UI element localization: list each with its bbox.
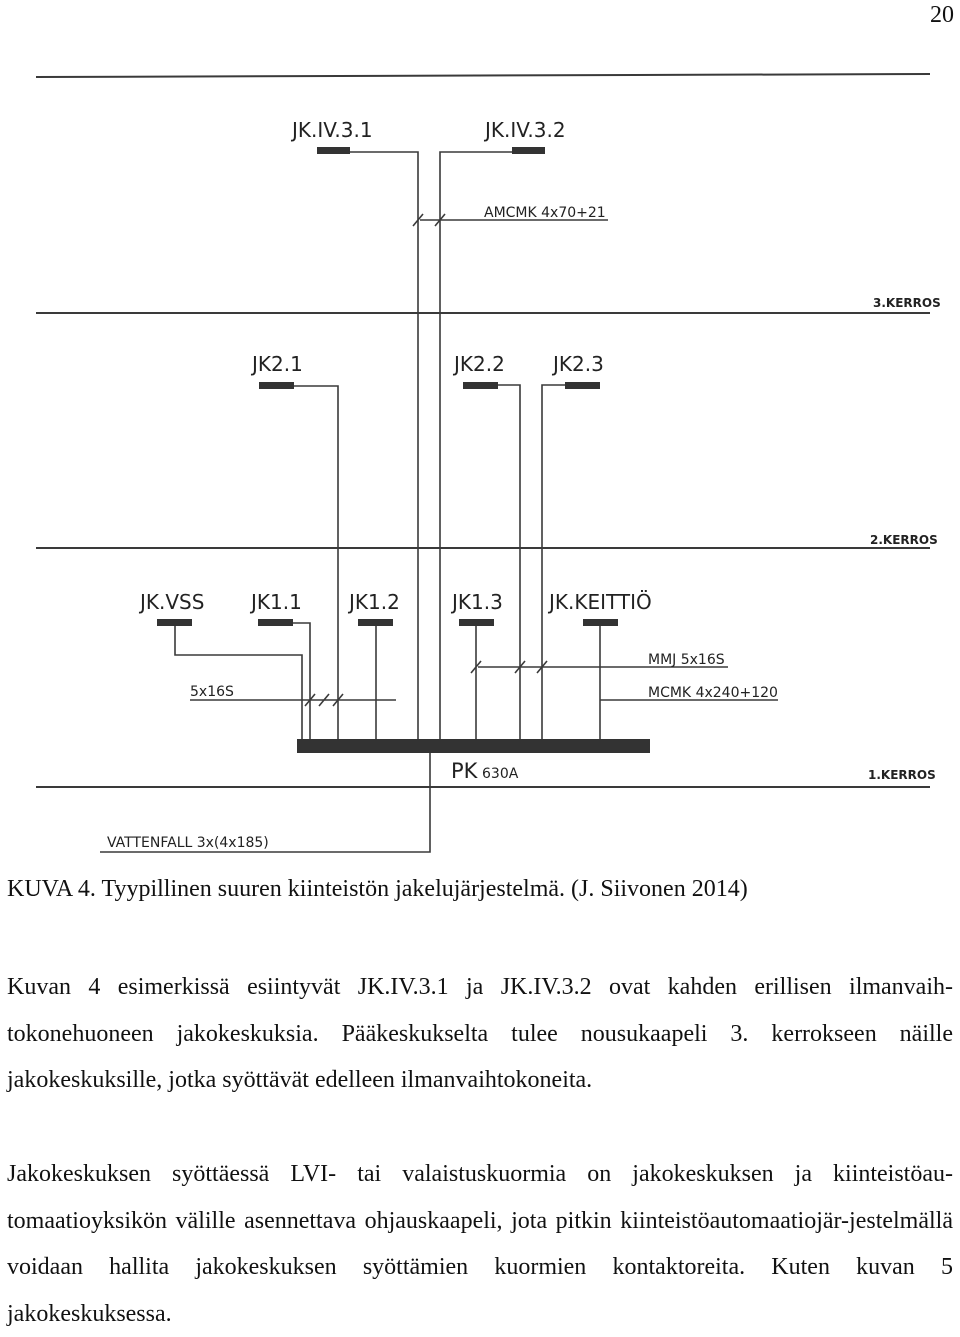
panel-bar-jk1-3 xyxy=(459,619,494,626)
cable-label-riser: AMCMK 4x70+21 xyxy=(484,205,606,221)
panel-label-jk1-1: JK1.1 xyxy=(251,590,302,614)
panel-bar-jk-iv-3-2 xyxy=(512,147,545,154)
panel-bar-jk1-2 xyxy=(358,619,393,626)
panel-bar-jk2-1 xyxy=(259,382,294,389)
distribution-diagram xyxy=(0,60,960,860)
panel-bar-jk-vss xyxy=(157,619,192,626)
panel-label-jk1-2: JK1.2 xyxy=(349,590,400,614)
panel-bar-jk2-3 xyxy=(565,382,600,389)
panel-label-jk2-2: JK2.2 xyxy=(454,352,505,376)
panel-bar-jk2-2 xyxy=(463,382,498,389)
main-board-label: PK xyxy=(451,759,478,783)
panel-label-jk-vss: JK.VSS xyxy=(140,590,205,614)
paragraph-2: Jakokeskuksen syöttäessä LVI- tai valaistuskuormia on jakokeskuksen ja kiinteistöau-tomaatioyksikön välille asennettava ohjauskaapeli, jota pitkin kiinteistöautomaatiojär-jestelmällä voidaan hallita jakokeskuksen syöttämien kuormien kontaktoreita. Kuten kuvan 5 jakokeskuksessa. xyxy=(7,1161,953,1327)
page-number: 20 xyxy=(930,2,954,28)
main-board-rating: 630A xyxy=(482,766,519,782)
roof-line xyxy=(36,74,930,77)
panel-label-jk2-1: JK2.1 xyxy=(252,352,303,376)
figure-caption: KUVA 4. Tyypillinen suuren kiinteistön jakelujärjestelmä. (J. Siivonen 2014) xyxy=(7,876,748,902)
paragraph-1: Kuvan 4 esimerkissä esiintyvät JK.IV.3.1 ja JK.IV.3.2 ovat kahden erillisen ilmanvaih-tokonehuoneen jakokeskuksia. Pääkeskukselta tulee nousukaapeli 3. kerrokseen näille jakokeskuksille, jotka syöttävät edelleen ilmanvaihtokoneita. xyxy=(7,974,953,1093)
panel-label-jk2-3: JK2.3 xyxy=(553,352,604,376)
main-board-bar xyxy=(297,739,650,753)
floor-label-1: 1.KERROS xyxy=(868,768,936,782)
panel-bar-jk1-1 xyxy=(258,619,293,626)
panel-label-jk-iv-3-2: JK.IV.3.2 xyxy=(485,118,566,142)
cable-label-small: 5x16S xyxy=(190,684,234,700)
panel-label-jk-keittio: JK.KEITTIÖ xyxy=(549,590,652,614)
panel-label-jk-iv-3-1: JK.IV.3.1 xyxy=(292,118,373,142)
panel-bar-jk-iv-3-1 xyxy=(317,147,350,154)
panel-label-jk1-3: JK1.3 xyxy=(452,590,503,614)
floor-label-3: 3.KERROS xyxy=(873,296,941,310)
panel-bar-jk-keittio xyxy=(583,619,618,626)
floor-label-2: 2.KERROS xyxy=(870,533,938,547)
cable-label-mcmk: MCMK 4x240+120 xyxy=(648,685,778,701)
cable-label-incoming: VATTENFALL 3x(4x185) xyxy=(107,835,269,851)
cable-label-mmj: MMJ 5x16S xyxy=(648,652,725,668)
